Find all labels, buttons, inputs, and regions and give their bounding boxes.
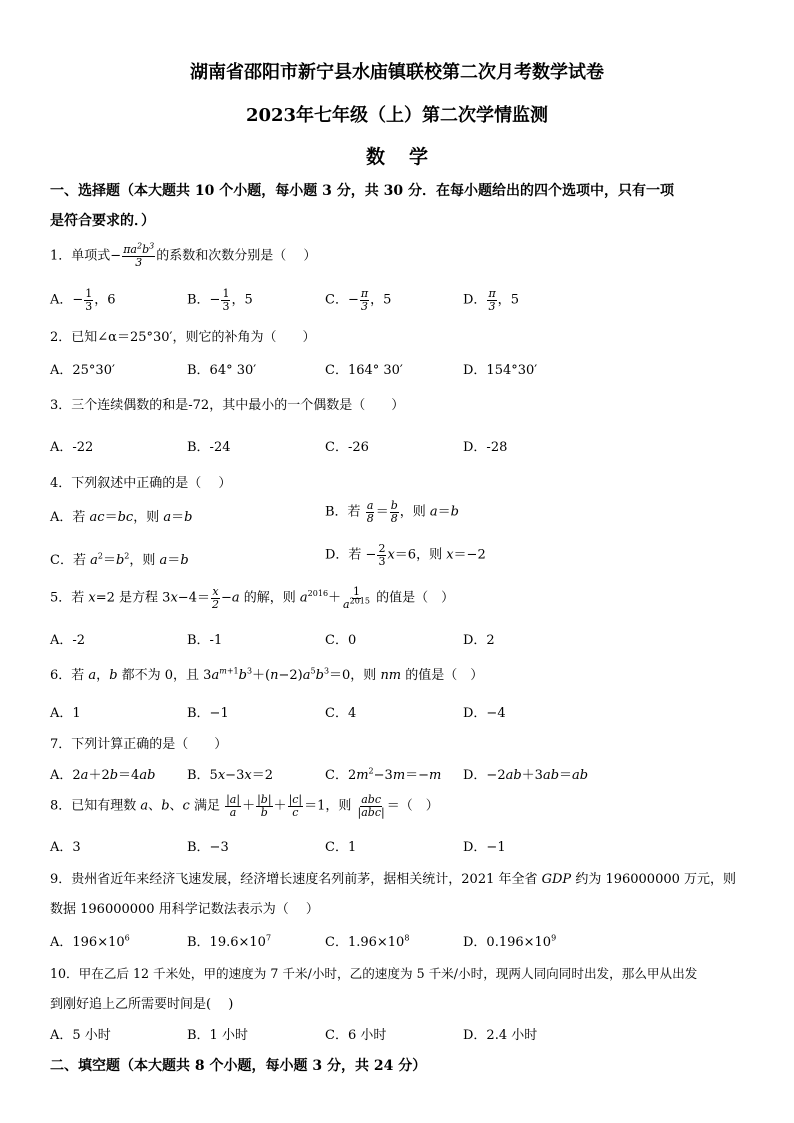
q1-option-b: B．− $\frac{1}{3}$ ，5 <box>187 287 253 313</box>
q5-option-d: D．2 <box>463 633 495 648</box>
question-6: 6．若 a，b 都不为 0，且 $3a^{m+1}b^3+(n-2)a^5b^3=0$，则 nm 的值是（ ） <box>50 666 484 683</box>
q4-option-c: C．若 $a^2=b^2$，则 a＝b <box>50 551 189 568</box>
exam-title: 湖南省邵阳市新宁县水庙镇联校第二次月考数学试卷 <box>190 62 604 83</box>
q4-option-a: A．若 ac＝bc，则 a＝b <box>50 510 193 525</box>
q3-option-a: A．-22 <box>50 440 94 455</box>
section1-heading-line2: 是符合要求的．） <box>50 213 155 229</box>
q1-fraction: $\frac{\pi a^2b^3}{3}$ <box>123 241 155 269</box>
q10-option-a: A．5 小时 <box>50 1028 111 1043</box>
q8-option-a: A．3 <box>50 840 81 855</box>
q7-option-c: C．$2m^2-3m=-m$ <box>325 766 442 783</box>
q10-option-d: D．2.4 小时 <box>463 1028 538 1043</box>
q5-option-b: B．-1 <box>187 633 223 648</box>
question-10-line1: 10．甲在乙后 12 千米处，甲的速度为 7 千米/小时，乙的速度为 5 千米/小时，现两人同向同时出发，那么甲从出发 <box>50 966 698 981</box>
q6-option-a: A．1 <box>50 706 81 721</box>
q1-option-d: D． $\frac{\pi}{3}$ ，5 <box>463 287 519 313</box>
q10-option-c: C．6 小时 <box>325 1028 387 1043</box>
q3-option-c: C．-26 <box>325 440 369 455</box>
q6-option-c: C．4 <box>325 706 357 721</box>
q2-option-a: A．25°30′ <box>50 363 115 378</box>
q6-option-d: D．−4 <box>463 706 506 721</box>
exam-subtitle: 2023年七年级（上）第二次学情监测 <box>245 105 549 126</box>
q1-option-a: A．− $\frac{1}{3}$ ，6 <box>50 287 116 313</box>
q9-option-c: C．$1.96\times 10^8$ <box>325 933 410 950</box>
q2-option-c: C．164° 30′ <box>325 363 403 378</box>
q9-option-d: D．$0.196\times 10^9$ <box>463 933 557 950</box>
q9-option-a: A．$196\times 10^6$ <box>50 933 130 950</box>
q8-option-b: B．−3 <box>187 840 229 855</box>
q1-option-c: C．− $\frac{\pi}{3}$ ，5 <box>325 287 392 313</box>
q2-option-d: D．154°30′ <box>463 363 538 378</box>
q5-option-a: A．-2 <box>50 633 86 648</box>
q8-option-c: C．1 <box>325 840 357 855</box>
question-9-line2: 数据 196000000 用科学记数法表示为（ ） <box>50 902 319 917</box>
question-2: 2．已知∠α＝25°30′，则它的补角为（ ） <box>50 330 316 345</box>
question-7: 7．下列计算正确的是（ ） <box>50 737 228 752</box>
question-10-line2: 到刚好追上乙所需要时间是( ) <box>50 997 234 1012</box>
q3-option-d: D．-28 <box>463 440 508 455</box>
q10-option-b: B．1 小时 <box>187 1028 248 1043</box>
subject-title: 数学 <box>365 146 452 168</box>
q8-option-d: D．−1 <box>463 840 506 855</box>
question-5: 5．若 x=2 是方程 3x−4＝ $\frac{x}{2}$ −a 的解，则 $a^{2016}+$ $\frac{1}{a^{2015}}$ 的值是（ ） <box>50 585 455 611</box>
question-8: 8．已知有理数 a、b、c 满足 $\frac{|a|}{a}$ ＋ $\frac{|b|}{b}$ ＋ $\frac{|c|}{c}$ ＝1，则 $\frac{\text{abc}}{\text{|abc|}}$ ＝（ ） <box>50 793 439 819</box>
question-3: 3．三个连续偶数的和是-72，其中最小的一个偶数是（ ） <box>50 398 405 413</box>
q5-option-c: C．0 <box>325 633 357 648</box>
question-1: 1．单项式− $\frac{\pi a^2b^3}{3}$ 的系数和次数分别是（ ） <box>50 241 317 269</box>
q4-option-b: B．若 $\frac{a}{8}$ ＝ $\frac{b}{8}$ ，则 a＝b <box>325 499 459 525</box>
section1-heading-line1: 一、选择题（本大题共 10 个小题，每小题 3 分，共 30 分．在每小题给出的四个选项中，只有一项 <box>50 183 674 199</box>
q7-option-d: D．−2ab＋3ab＝ab <box>463 768 589 783</box>
q7-option-a: A．2a＋2b＝4ab <box>50 768 156 783</box>
question-4: 4．下列叙述中正确的是（ ） <box>50 476 232 491</box>
q3-option-b: B．-24 <box>187 440 231 455</box>
q7-option-b: B．5x−3x＝2 <box>187 768 273 783</box>
section2-heading: 二、填空题（本大题共 8 个小题，每小题 3 分，共 24 分） <box>50 1058 427 1074</box>
q6-option-b: B．−1 <box>187 706 229 721</box>
q2-option-b: B．64° 30′ <box>187 363 257 378</box>
q4-option-d: D．若 − $\frac{2}{3}$ x＝6，则 x＝−2 <box>325 542 486 568</box>
q9-option-b: B．$19.6\times 10^7$ <box>187 933 272 950</box>
question-9-line1: 9．贵州省近年来经济飞速发展，经济增长速度名列前茅，据相关统计，2021 年全省 GDP 约为 196000000 万元，则 <box>50 872 737 887</box>
